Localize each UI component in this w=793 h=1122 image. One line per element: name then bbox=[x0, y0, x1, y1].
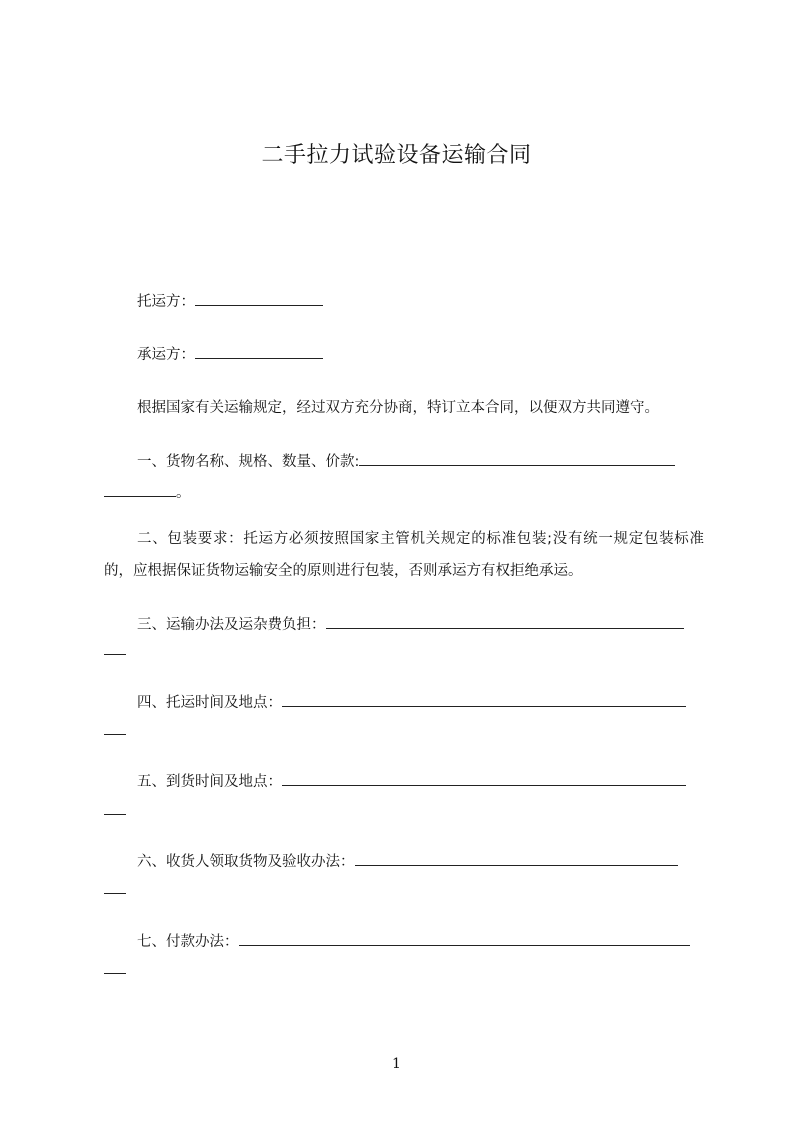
intro-paragraph bbox=[104, 398, 737, 418]
clause-4-blank[interactable] bbox=[282, 692, 686, 707]
shipper-label: 托运方： bbox=[137, 294, 195, 310]
clause-4 bbox=[104, 692, 737, 713]
clause-4-blank-cont[interactable] bbox=[104, 733, 126, 735]
clause-1-blank[interactable] bbox=[359, 451, 675, 466]
carrier-blank[interactable] bbox=[195, 344, 323, 359]
clause-7-blank[interactable] bbox=[239, 931, 690, 946]
shipper-blank[interactable] bbox=[195, 291, 323, 306]
clause-1 bbox=[104, 451, 737, 472]
clause-5 bbox=[104, 771, 737, 792]
clause-1-end: 。 bbox=[176, 485, 191, 501]
clause-7 bbox=[104, 931, 737, 952]
clause-1-blank-cont[interactable] bbox=[104, 482, 176, 497]
clause-6-label: 六、收货人领取货物及验收办法： bbox=[137, 854, 355, 870]
document-title: 二手拉力试验设备运输合同 bbox=[261, 143, 532, 168]
clause-6-blank[interactable] bbox=[355, 851, 678, 866]
intro-text: 根据国家有关运输规定，经过双方充分协商，特订立本合同，以便双方共同遵守。 bbox=[137, 400, 659, 416]
carrier-line bbox=[104, 344, 737, 365]
clause-3-blank-cont[interactable] bbox=[104, 653, 126, 655]
clause-4-label: 四、托运时间及地点： bbox=[137, 695, 282, 711]
clause-3-blank[interactable] bbox=[326, 614, 684, 629]
clause-3-label: 三、运输办法及运杂费负担： bbox=[137, 617, 326, 633]
carrier-label: 承运方： bbox=[137, 347, 195, 363]
clause-5-blank-cont[interactable] bbox=[104, 813, 126, 815]
shipper-line bbox=[104, 291, 737, 312]
clause-7-label: 七、付款办法： bbox=[137, 934, 239, 950]
clause-3 bbox=[104, 614, 737, 635]
clause-6-blank-cont[interactable] bbox=[104, 892, 126, 894]
clause-2: 二、包装要求：托运方必须按照国家主管机关规定的标准包装;没有统一规定包装标准的，应根据保证货物运输安全的原则进行包装，否则承运方有权拒绝承运。 bbox=[104, 531, 704, 579]
clause-1-label: 一、货物名称、规格、数量、价款: bbox=[137, 454, 360, 470]
page-number: 1 bbox=[392, 1056, 401, 1072]
clause-5-blank[interactable] bbox=[282, 771, 686, 786]
clause-6 bbox=[104, 851, 737, 872]
clause-7-blank-cont[interactable] bbox=[104, 972, 126, 974]
clause-1-continuation bbox=[104, 482, 704, 503]
clause-5-label: 五、到货时间及地点： bbox=[137, 774, 282, 790]
